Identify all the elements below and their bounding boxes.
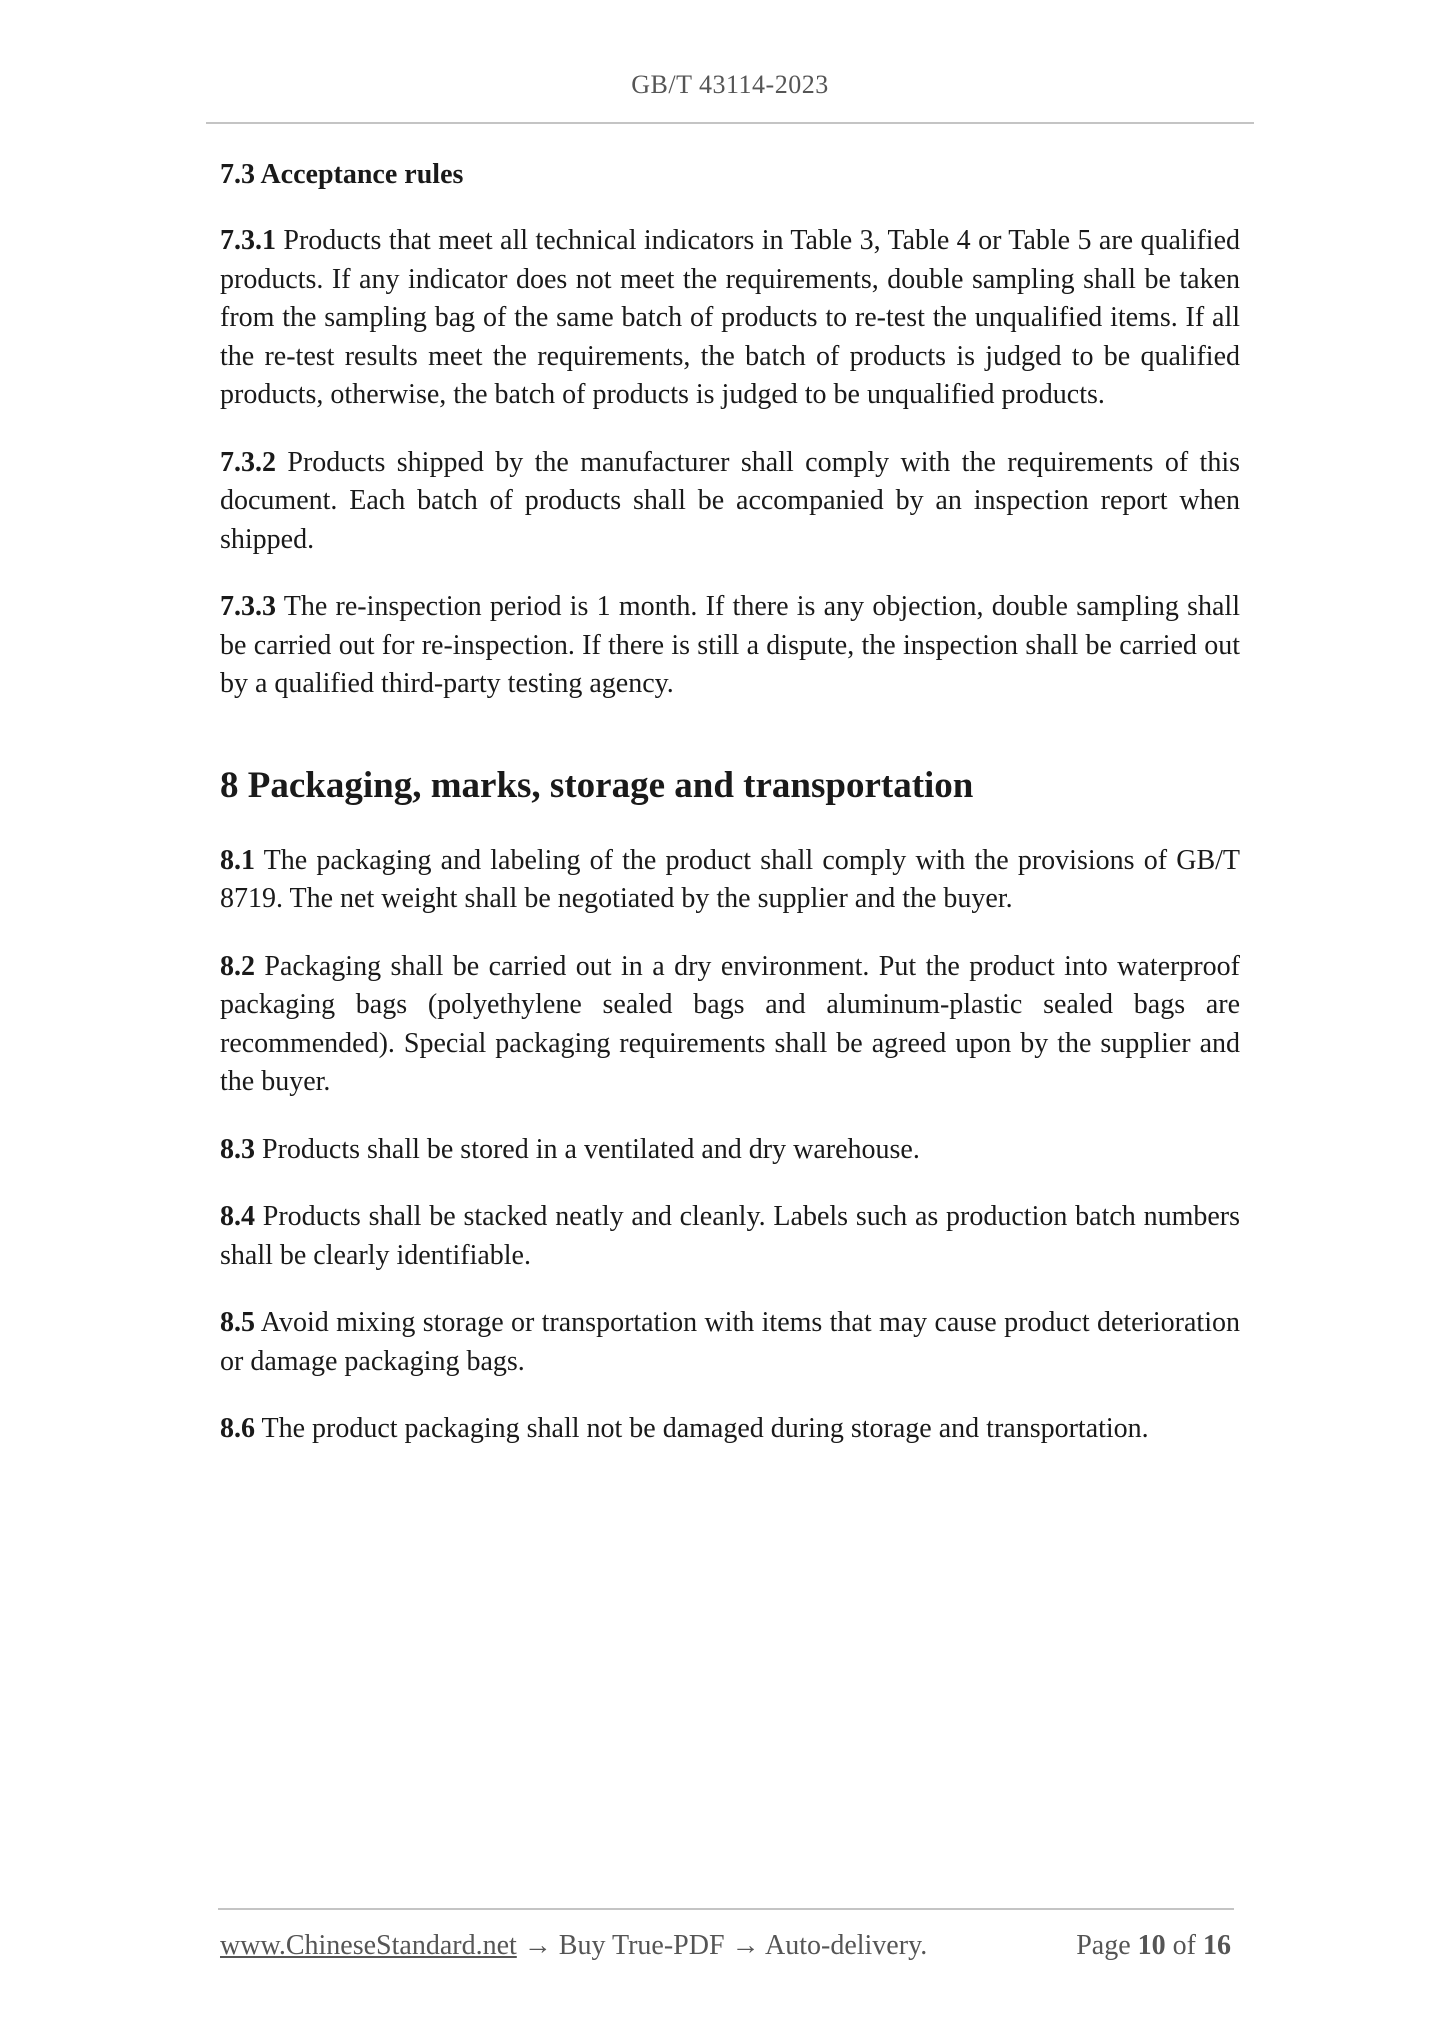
section-title-8: 8 Packaging, marks, storage and transportation xyxy=(220,764,974,806)
clause-text: Products shall be stored in a ventilated and dry warehouse. xyxy=(255,1133,920,1165)
clause-8-3 xyxy=(220,1131,1240,1170)
arrow-right-icon: → xyxy=(516,1930,559,1961)
arrow-right-icon: → xyxy=(724,1930,765,1961)
clause-text: The product packaging shall not be damaged during storage and transportation. xyxy=(255,1413,1149,1444)
clause-8-1 xyxy=(220,842,1240,919)
auto-delivery-text: Auto-delivery. xyxy=(765,1930,928,1961)
page-current: 10 xyxy=(1137,1930,1166,1961)
clause-text: Products shall be stacked neatly and cleanly. Labels such as production batch numbers shall be clearly identifiable. xyxy=(220,1201,1240,1271)
page-header: GB/T 43114-2023 xyxy=(631,70,829,99)
clause-8-6 xyxy=(220,1410,1240,1449)
page-of: of xyxy=(1165,1930,1203,1961)
clause-7-3-1 xyxy=(220,222,1240,415)
page-total: 16 xyxy=(1203,1930,1231,1961)
header-divider xyxy=(206,122,1254,124)
clause-8-4 xyxy=(220,1198,1240,1275)
clause-number: 8.2 xyxy=(220,950,255,982)
document-body xyxy=(220,156,1240,1478)
website-link[interactable]: www.ChineseStandard.net xyxy=(220,1930,517,1961)
clause-text: Products that meet all technical indicators in Table 3, Table 4 or Table 5 are qualified products. If any indicator does not meet the requirements, double sampling shall be taken from the sampling bag of the same batch of products to re-test the unqualified items. If all the re-test results meet the requirements, the batch of products is judged to be qualified products, otherwise, the batch of products is judged to be unqualified products. xyxy=(220,225,1240,410)
clause-number: 8.5 xyxy=(220,1307,255,1338)
clause-7-3-3 xyxy=(220,588,1240,704)
clause-8-5 xyxy=(220,1304,1240,1381)
clause-text: Avoid mixing storage or transportation with items that may cause product deterioration or damage packaging bags. xyxy=(220,1307,1240,1377)
clause-text: The packaging and labeling of the product shall comply with the provisions of GB/T 8719. The net weight shall be negotiated by the supplier and the buyer. xyxy=(220,844,1240,914)
page-indicator xyxy=(1076,1930,1231,1962)
footer-divider xyxy=(218,1908,1234,1910)
footer-promo xyxy=(220,1930,927,1962)
clause-number: 8.3 xyxy=(220,1133,255,1165)
clause-text: Products shipped by the manufacturer shall comply with the requirements of this document. Each batch of products shall be accompanied by an inspection report when shipped. xyxy=(220,446,1240,555)
clause-7-3-2 xyxy=(220,444,1240,560)
clause-number: 8.6 xyxy=(220,1413,255,1444)
clause-text: Packaging shall be carried out in a dry environment. Put the product into waterproof packaging bags (polyethylene sealed bags and aluminum-plastic sealed bags are recommended). Special packaging requirements shall be agreed upon by the supplier and the buyer. xyxy=(220,950,1240,1097)
clause-text: The re-inspection period is 1 month. If there is any objection, double sampling shall be carried out for re-inspection. If there is still a dispute, the inspection shall be carried out by a qualified third-party testing agency. xyxy=(220,591,1240,699)
subsection-title-7-3: 7.3 Acceptance rules xyxy=(220,159,464,190)
buy-pdf-text: Buy True-PDF xyxy=(558,1930,725,1961)
clause-number: 7.3.3 xyxy=(220,591,276,622)
clause-number: 7.3.1 xyxy=(220,225,276,256)
clause-8-2 xyxy=(220,948,1240,1102)
clause-number: 8.1 xyxy=(220,844,255,876)
clause-number: 7.3.2 xyxy=(220,446,276,478)
clause-number: 8.4 xyxy=(220,1201,255,1232)
page-label: Page xyxy=(1076,1930,1138,1961)
